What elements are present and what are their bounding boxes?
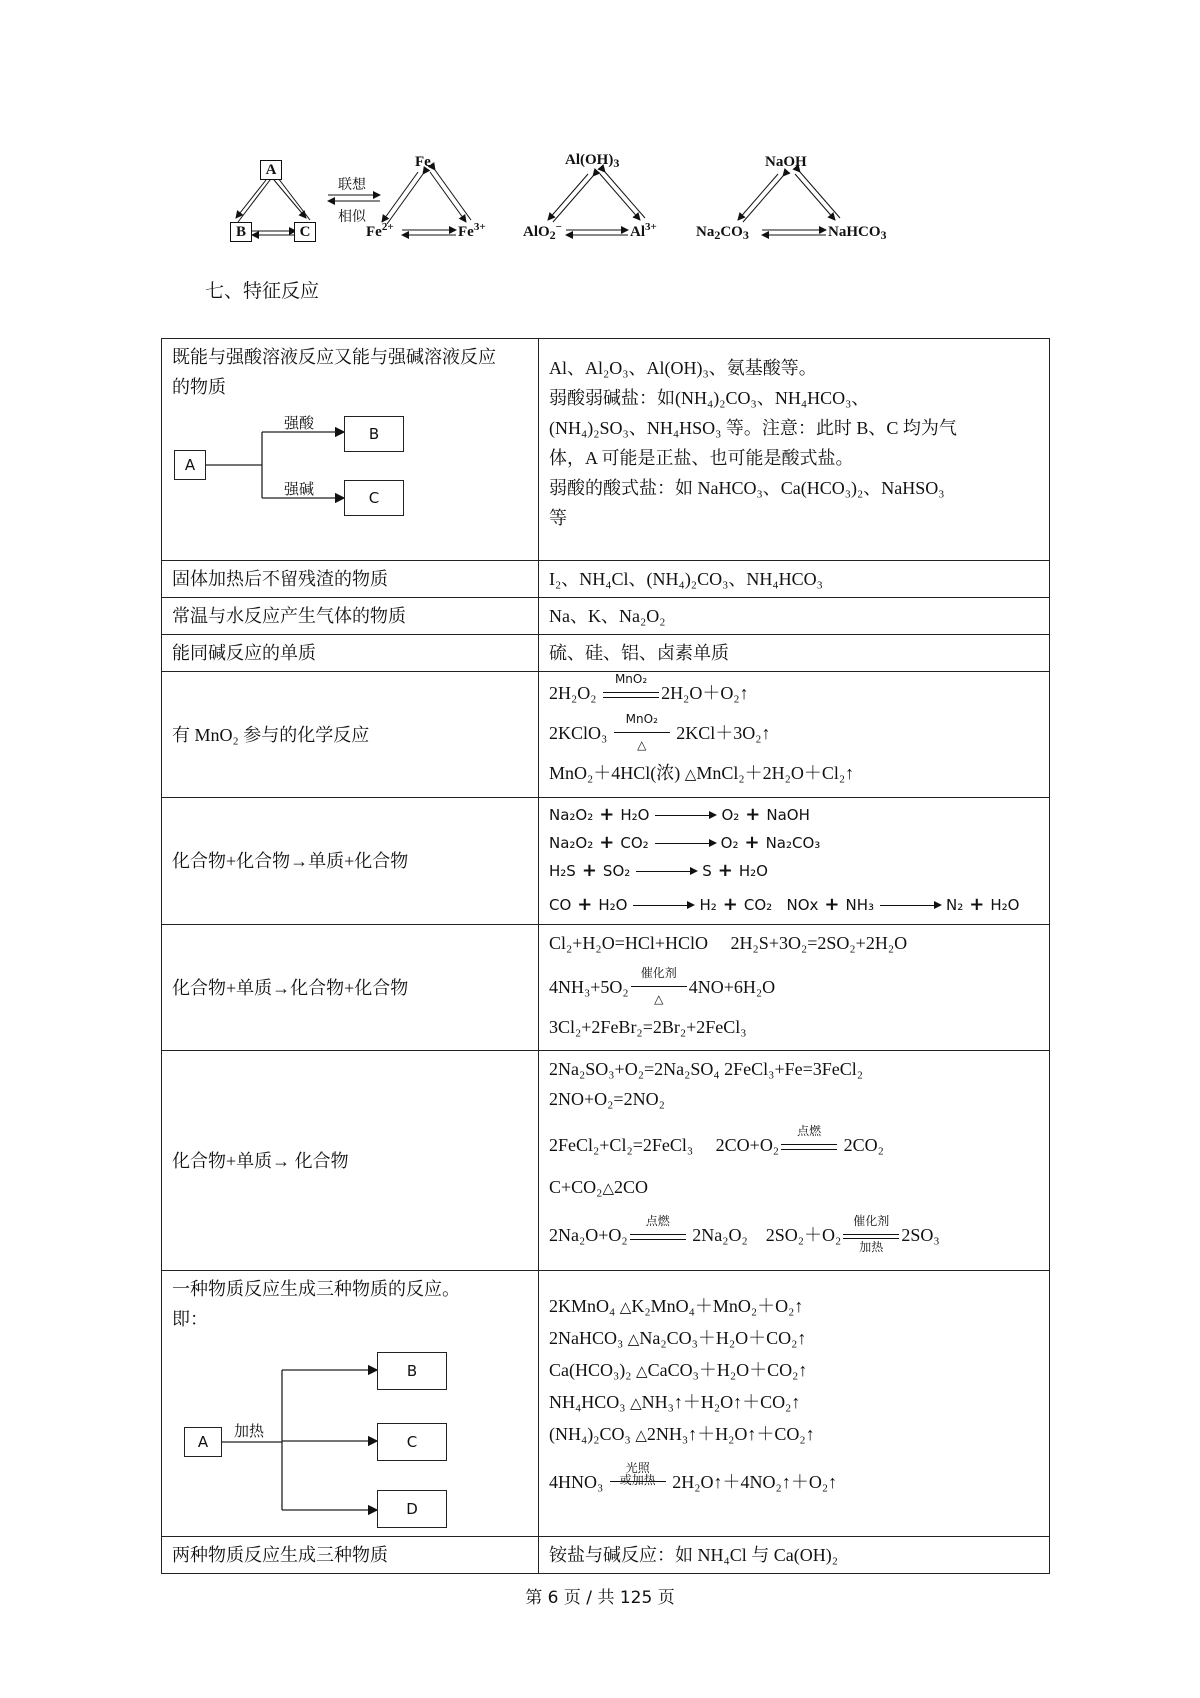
reaction-table xyxy=(161,338,1050,1574)
assoc-label: 联想 xyxy=(338,177,366,193)
fe3-label: $Fe^{3+}$ xyxy=(458,221,486,240)
section-heading: 七、特征反应 xyxy=(205,280,320,302)
box-d: D xyxy=(377,1490,447,1528)
aloh3-label: $Al(OH)_3$ xyxy=(565,152,620,170)
cond-reversible: 催化剂 加热 xyxy=(841,1228,901,1246)
row1-line3: (NH₄)₂SO₃、NH₄HSO₃ 等。注意：此时 B、C 均为气 xyxy=(549,418,957,438)
heat-lines xyxy=(172,1334,512,1524)
cond-equals: MnO₂ △ xyxy=(612,726,672,744)
row5-left: 有 MnO₂ 参与的化学反应 xyxy=(162,672,539,798)
alo2-label: AlO$_2$− xyxy=(523,221,562,242)
naoh-label: NaOH xyxy=(765,154,807,170)
mno2-eq2: 2KClO₃ MnO₂ △ 2KCl＋3O₂↑ xyxy=(549,711,771,752)
box-a: A xyxy=(174,450,206,480)
row9-left-line2: 即： xyxy=(172,1309,208,1329)
row4-left: 能同碱反应的单质 xyxy=(162,635,539,672)
strong-acid-label: 强酸 xyxy=(284,414,315,432)
table-row xyxy=(162,339,1050,561)
r9-eq2: 2NaHCO₃ △Na₂CO₃＋H₂O＋CO₂↑ xyxy=(549,1328,807,1348)
box-b: B xyxy=(377,1352,447,1390)
r9-eq6: 4HNO₃ 光照 或加热 2H₂O↑＋4NO₂↑＋O₂↑ xyxy=(549,1460,838,1492)
analogy-figure xyxy=(230,152,930,270)
row1-line2: 弱酸弱碱盐：如(NH₄)₂CO₃、NH₄HCO₃、 xyxy=(549,388,870,408)
box-b: B xyxy=(344,416,404,452)
row2-left: 固体加热后不留残渣的物质 xyxy=(162,561,539,598)
al3-label: $Al^{3+}$ xyxy=(630,221,657,240)
box-a: A xyxy=(184,1427,222,1457)
mno2-eq3: MnO₂＋4HCl(浓) △MnCl₂＋2H₂O＋Cl₂↑ xyxy=(549,763,855,783)
box-c: C xyxy=(344,480,404,516)
rx-line: H₂S + SO₂ S + H₂O xyxy=(549,860,768,881)
cond-equals: 光照 或加热 xyxy=(608,1475,668,1493)
row1-line1: Al、Al₂O₃、Al(OH)₃、氨基酸等。 xyxy=(549,358,817,378)
rx-line: CO + H₂O H₂ + CO₂ NOx + NH₃ N₂ + H₂O xyxy=(549,894,1020,915)
r8-eq5: 2Na₂O+O₂ 点燃 2Na₂O₂ 2SO₂＋O₂ 催化剂 加热 2SO₃ xyxy=(549,1213,940,1254)
heat-diagram xyxy=(172,1334,528,1524)
r8-eq3: 2FeCl₂+Cl₂=2FeCl₃ 2CO+O₂ 点燃 2CO₂ xyxy=(549,1123,884,1155)
row1-line4: 体，A 可能是正盐、也可能是酸式盐。 xyxy=(549,448,854,468)
row9-left xyxy=(162,1271,539,1537)
row1-line6: 等 xyxy=(549,508,567,528)
mno2-eq1: 2H₂O₂ MnO₂ 2H₂O＋O₂↑ xyxy=(549,671,749,703)
row9-right xyxy=(539,1271,1050,1537)
row3-left: 常温与水反应产生气体的物质 xyxy=(162,598,539,635)
r9-eq4: NH₄HCO₃ △NH₃↑＋H₂O↑＋CO₂↑ xyxy=(549,1392,801,1412)
r7-eq1: Cl₂+H₂O=HCl+HClO 2H₂S+3O₂=2SO₂+2H₂O xyxy=(549,933,908,953)
table-row xyxy=(162,1051,1050,1271)
row1-left-text: 既能与强酸溶液反应又能与强碱溶液反应的物质 xyxy=(172,347,496,397)
r7-eq2: 4NH₃+5O₂ 催化剂 △ 4NO+6H₂O xyxy=(549,965,776,1006)
na2co3-label: $Na_2CO_3$ xyxy=(696,224,749,242)
row6-right xyxy=(539,798,1050,925)
table-row xyxy=(162,672,1050,798)
rx-line: Na₂O₂ + CO₂ O₂ + Na₂CO₃ xyxy=(549,832,821,853)
r8-eq2: 2NO+O₂=2NO₂ xyxy=(549,1089,665,1109)
analogy-arrows xyxy=(230,160,930,270)
row1-line5: 弱酸的酸式盐：如 NaHCO₃、Ca(HCO₃)₂、NaHSO₃ xyxy=(549,478,945,498)
table-row xyxy=(162,798,1050,925)
row6-left: 化合物+化合物→单质+化合物 xyxy=(162,798,539,925)
row10-right: 铵盐与碱反应：如 NH₄Cl 与 Ca(OH)₂ xyxy=(539,1537,1050,1574)
cond-equals: 点燃 xyxy=(779,1138,839,1156)
r8-eq1: 2Na₂SO₃+O₂=2Na₂SO₄ 2FeCl₃+Fe=3FeCl₂ xyxy=(549,1059,864,1079)
row3-right: Na、K、Na₂O₂ xyxy=(539,598,1050,635)
r8-eq4: C+CO₂△2CO xyxy=(549,1177,648,1197)
r9-eq1: 2KMnO₄ △K₂MnO₄＋MnO₂＋O₂↑ xyxy=(549,1296,804,1316)
table-row xyxy=(162,1537,1050,1574)
similar-label: 相似 xyxy=(338,209,366,225)
page-footer: 第 6 页 / 共 125 页 xyxy=(525,1588,675,1608)
row2-right: I₂、NH₄Cl、(NH₄)₂CO₃、NH₄HCO₃ xyxy=(539,561,1050,598)
row10-left: 两种物质反应生成三种物质 xyxy=(162,1537,539,1574)
row9-left-line1: 一种物质反应生成三种物质的反应。 xyxy=(172,1279,460,1299)
table-row xyxy=(162,561,1050,598)
table-row xyxy=(162,1271,1050,1537)
row8-left: 化合物+单质→ 化合物 xyxy=(162,1051,539,1271)
r7-eq3: 3Cl₂+2FeBr₂=2Br₂+2FeCl₃ xyxy=(549,1017,747,1037)
row1-left xyxy=(162,339,539,561)
cond-equals: 点燃 xyxy=(628,1228,688,1246)
r9-eq5: (NH₄)₂CO₃ △2NH₃↑＋H₂O↑＋CO₂↑ xyxy=(549,1424,815,1444)
table-row xyxy=(162,925,1050,1051)
row7-left: 化合物+单质→化合物+化合物 xyxy=(162,925,539,1051)
row1-right xyxy=(539,339,1050,561)
cond-equals: 催化剂 △ xyxy=(629,980,689,998)
fe2-label: $Fe^{2+}$ xyxy=(366,221,394,240)
row8-right xyxy=(539,1051,1050,1271)
table-row xyxy=(162,598,1050,635)
box-c: C xyxy=(294,222,316,242)
rx-line: Na₂O₂ + H₂O O₂ + NaOH xyxy=(549,804,810,825)
row4-right: 硫、硅、铝、卤素单质 xyxy=(539,635,1050,672)
cond-equals: MnO₂ xyxy=(601,686,661,704)
row5-right xyxy=(539,672,1050,798)
heat-label: 加热 xyxy=(234,1422,265,1440)
acid-base-lines xyxy=(172,402,512,532)
acid-base-diagram xyxy=(172,402,528,532)
strong-base-label: 强碱 xyxy=(284,480,315,498)
row7-right xyxy=(539,925,1050,1051)
fe-label: Fe xyxy=(415,154,431,170)
box-a: A xyxy=(260,160,282,180)
box-b: B xyxy=(230,222,252,242)
table-row xyxy=(162,635,1050,672)
r9-eq3: Ca(HCO₃)₂ △CaCO₃＋H₂O＋CO₂↑ xyxy=(549,1360,808,1380)
nahco3-label: NaHCO$_3$ xyxy=(828,224,887,242)
box-c: C xyxy=(377,1423,447,1461)
